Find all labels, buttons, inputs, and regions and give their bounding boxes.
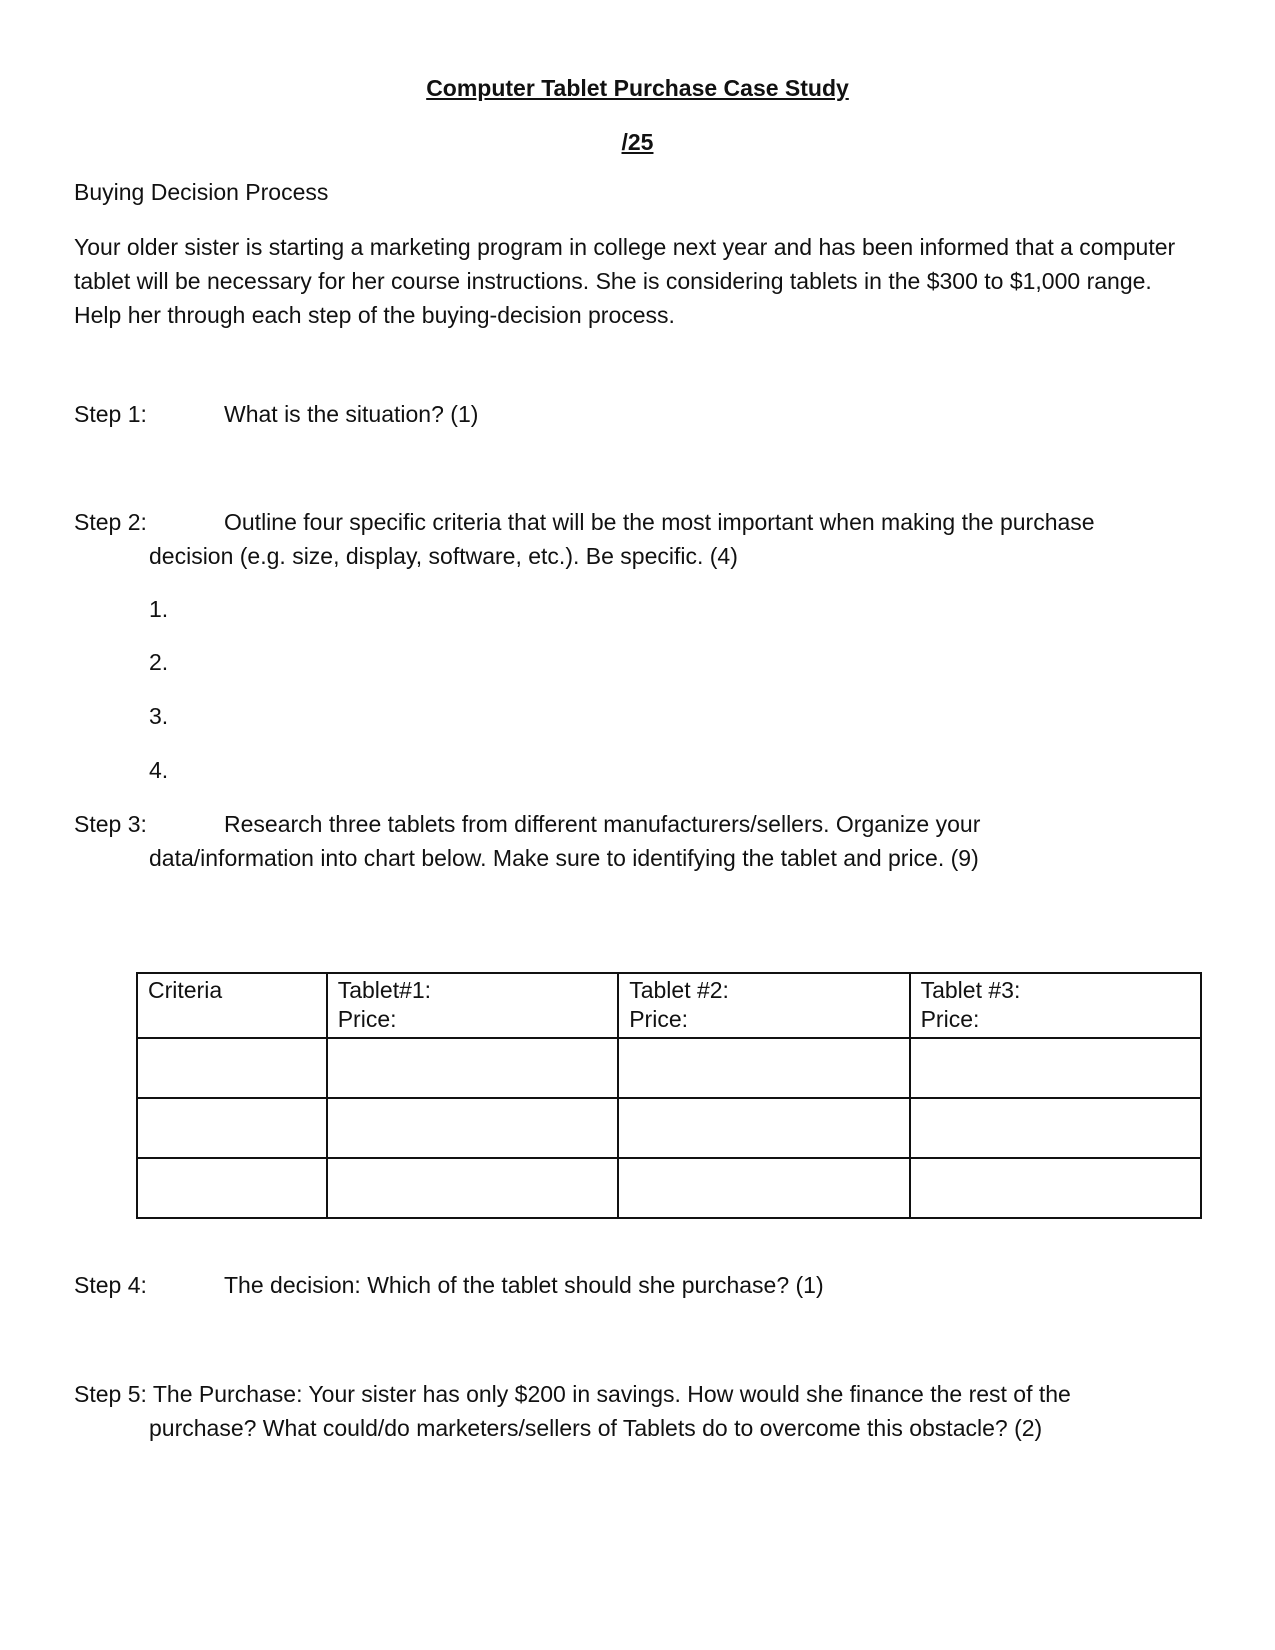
step-3-text: Research three tablets from different manufacturers/sellers. Organize your [224, 811, 981, 837]
table-cell[interactable] [137, 1158, 327, 1218]
section-heading: Buying Decision Process [74, 179, 329, 205]
table-cell[interactable] [327, 1158, 618, 1218]
comparison-chart [136, 972, 1202, 1219]
criteria-header: Criteria [148, 977, 223, 1003]
score-total: /25 [621, 129, 654, 155]
criteria-number-2: 2. [149, 649, 169, 675]
criteria-header-cell [137, 973, 327, 1038]
step-5-text-cont: purchase? What could/do marketers/sellers of Tablets do to overcome this obstacle? (2) [149, 1415, 1043, 1441]
tablet-2-price: Price: [629, 1006, 688, 1033]
criteria-number-4: 4. [149, 757, 169, 783]
criteria-number-1: 1. [149, 596, 169, 622]
table-row [137, 1038, 1201, 1098]
step-3-label: Step 3: [74, 811, 147, 837]
table-row [137, 1158, 1201, 1218]
table-cell[interactable] [910, 1158, 1201, 1218]
step-4-label: Step 4: [74, 1272, 147, 1298]
tablet-1-header-cell [327, 973, 618, 1038]
tablet-3-price: Price: [920, 1006, 980, 1033]
step-5-label-text: Step 5: [74, 1381, 147, 1407]
table-cell[interactable] [618, 1158, 909, 1218]
step-2-label: Step 2: [74, 509, 147, 535]
table-cell[interactable] [137, 1098, 327, 1158]
step-2-text-cont: decision (e.g. size, display, software, etc.). Be specific. (4) [149, 543, 738, 569]
table-row [137, 1098, 1201, 1158]
chart-header-row [137, 973, 1201, 1038]
step-1-label: Step 1: [74, 401, 147, 427]
step-1-text: What is the situation? (1) [224, 401, 479, 427]
criteria-number-3: 3. [149, 703, 169, 729]
table-cell[interactable] [327, 1098, 618, 1158]
step-3-text-cont: data/information into chart below. Make sure to identifying the tablet and price. (9) [149, 845, 979, 871]
tablet-2-header-cell [618, 973, 909, 1038]
table-cell[interactable] [618, 1098, 909, 1158]
step-4-text: The decision: Which of the tablet should she purchase? (1) [224, 1272, 824, 1298]
page-title: Computer Tablet Purchase Case Study [426, 75, 849, 101]
tablet-3-name: Tablet #3: [920, 977, 1021, 1003]
table-cell[interactable] [327, 1038, 618, 1098]
table-cell[interactable] [137, 1038, 327, 1098]
tablet-2-name: Tablet #2: [629, 977, 729, 1003]
table-cell[interactable] [910, 1098, 1201, 1158]
step-5-label [74, 1378, 1071, 1411]
step-5-text: The Purchase: Your sister has only $200 in savings. How would she finance the rest of the [152, 1381, 1071, 1407]
table-cell[interactable] [618, 1038, 909, 1098]
intro-paragraph: Your older sister is starting a marketing program in college next year and has been informed that a computer tablet will be necessary for her course instructions. She is considering tablets in the $300 to $1,000 range. Help her through each step of the buying-decision process. [74, 234, 1176, 328]
tablet-1-name: Tablet#1: [337, 977, 432, 1003]
table-cell[interactable] [910, 1038, 1201, 1098]
tablet-1-price: Price: [337, 1006, 397, 1033]
tablet-3-header-cell [910, 973, 1201, 1038]
step-2-text: Outline four specific criteria that will be the most important when making the purchase [224, 509, 1095, 535]
